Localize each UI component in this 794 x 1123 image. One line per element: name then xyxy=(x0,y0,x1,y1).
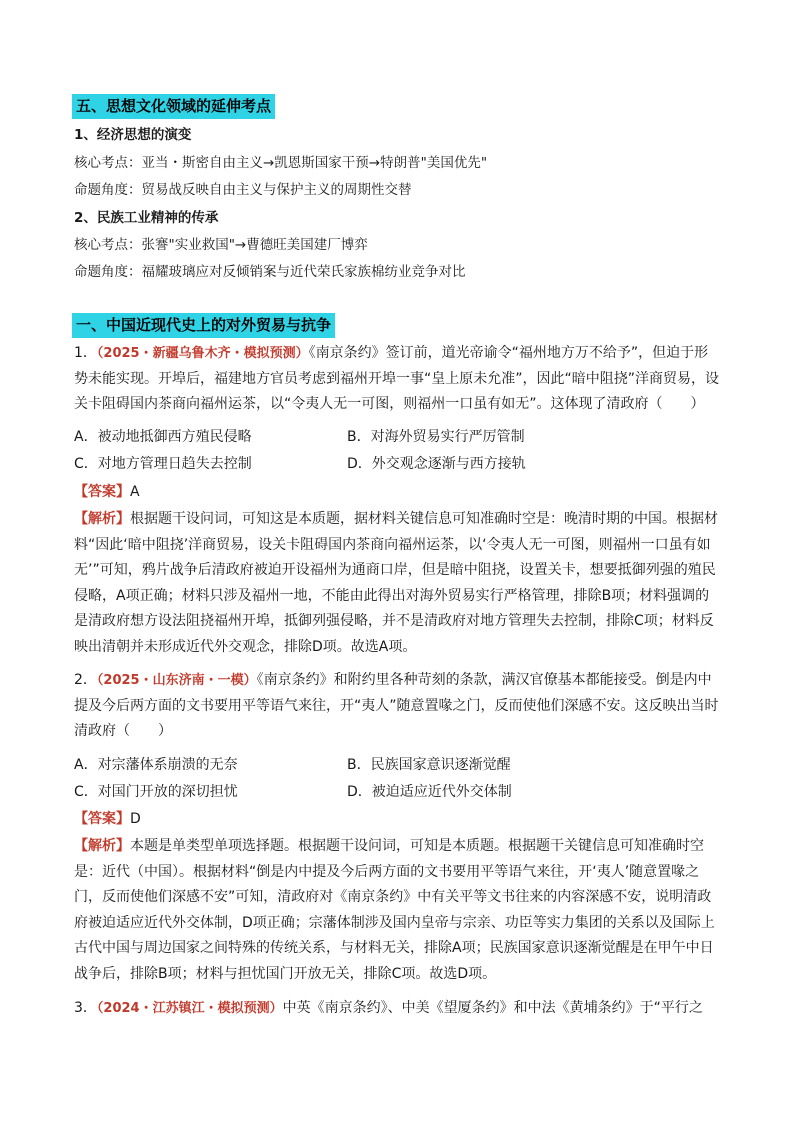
section-heading-thought-culture: 五、思想文化领域的延伸考点 xyxy=(72,94,275,119)
answer-line xyxy=(74,809,141,829)
option-d: D．被迫适应近代外交体制 xyxy=(347,784,512,800)
option-d: D．外交观念逐渐与西方接轨 xyxy=(347,456,526,472)
question-3-stem xyxy=(74,996,720,1022)
section-heading-foreign-trade: 一、中国近现代史上的对外贸易与抗争 xyxy=(72,313,335,338)
analysis-tag: 【解析】 xyxy=(74,838,130,854)
option-c: C．对地方管理日趋失去控制 xyxy=(74,456,252,472)
option-b: B．民族国家意识逐渐觉醒 xyxy=(347,757,511,773)
question-text: 中英《南京条约》、中美《望厦条约》和中法《黄埔条约》于“平行之 xyxy=(282,1000,703,1016)
question-number: 2． xyxy=(74,672,97,688)
option-c: C．对国门开放的深切担忧 xyxy=(74,784,238,800)
question-source: （2024・江苏镇江・模拟预测） xyxy=(96,1001,283,1016)
angle-line: 命题角度：福耀玻璃应对反倾销案与近代荣氏家族棉纺业竞争对比 xyxy=(74,264,466,280)
question-number: 3． xyxy=(74,1000,97,1016)
question-number: 1． xyxy=(74,345,97,361)
option-a: A．对宗藩体系崩溃的无奈 xyxy=(74,757,238,773)
analysis-tag: 【解析】 xyxy=(74,511,130,527)
answer-tag: 【答案】 xyxy=(74,484,130,500)
core-point-line: 核心考点：亚当・斯密自由主义→凯恩斯国家干预→特朗普"美国优先" xyxy=(74,155,488,171)
answer-value: A xyxy=(130,484,140,500)
question-1-stem xyxy=(74,341,720,418)
angle-line: 命题角度：贸易战反映自由主义与保护主义的周期性交替 xyxy=(74,182,412,198)
question-text: 《南京条约》签订前，道光帝谕令“福州地方万不给予”，但迫于形势未能实现。开埠后，福建地方官员考虑到福州开埠一事“皇上原未允准”，因此“暗中阻挠”洋商贸易，设关卡阻碍国内茶商向福州运茶，以“令夷人无一可图，则福州一口虽有如无”。这体现了清政府（ ） xyxy=(74,345,720,412)
answer-tag: 【答案】 xyxy=(74,811,130,827)
question-source: （2025・新疆乌鲁木齐・模拟预测） xyxy=(96,346,309,361)
analysis-paragraph xyxy=(74,834,720,987)
subheading-national-industry: 2、民族工业精神的传承 xyxy=(74,210,219,226)
question-text: 《南京条约》和附约里各种苛刻的条款，满汉官僚基本都能接受。倒是内中提及今后两方面的文书要用平等语气来往，开“夷人”随意置喙之门，反而使他们深感不安。这反映出当时清政府（ ） xyxy=(74,672,719,739)
analysis-paragraph xyxy=(74,507,720,660)
analysis-text: 本题是单类型单项选择题。根据题干设问词，可知是本质题。根据题干关键信息可知准确时空是：近代（中国）。根据材料“倒是内中提及今后两方面的文书要用平等语气来往，开‘夷人’随意置喙之门，反而使他们深感不安”可知，清政府对《南京条约》中有关平等文书往来的内容深感不安，说明清政府被迫适应近代外交体制，D项正确；宗藩体制涉及国内皇帝与宗亲、功臣等实力集团的关系以及国际上古代中国与周边国家之间特殊的传统关系，与材料无关，排除A项；民族国家意识逐渐觉醒是在甲午中日战争后，排除B项；材料与担忧国门开放无关，排除C项。故选D项。 xyxy=(74,838,715,982)
answer-value: D xyxy=(130,811,141,827)
question-source: （2025・山东济南・一模） xyxy=(96,673,257,688)
question-2-stem xyxy=(74,668,720,745)
answer-line xyxy=(74,482,140,502)
subheading-economic-thought: 1、经济思想的演变 xyxy=(74,127,192,143)
option-b: B．对海外贸易实行严厉管制 xyxy=(347,429,525,445)
option-a: A．被动地抵御西方殖民侵略 xyxy=(74,429,252,445)
analysis-text: 根据题干设问词，可知这是本质题，据材料关键信息可知准确时空是：晚清时期的中国。根据材料“因此‘暗中阻挠’洋商贸易，设关卡阻碍国内茶商向福州运茶，以‘令夷人无一可图，则福州一口虽有如无’”可知，鸦片战争后清政府被迫开设福州为通商口岸，但是暗中阻挠，设置关卡，想要抵御列强的殖民侵略，A项正确；材料只涉及福州一地，不能由此得出对海外贸易实行严格管理，排除B项；材料强调的是清政府想方设法阻挠福州开埠，抵御列强侵略，并不是清政府对地方管理失去控制，排除C项；材料反映出清朝并未形成近代外交观念，排除D项。故选A项。 xyxy=(74,511,718,655)
core-point-line: 核心考点：张謇"实业救国"→曹德旺美国建厂博弈 xyxy=(74,237,368,253)
